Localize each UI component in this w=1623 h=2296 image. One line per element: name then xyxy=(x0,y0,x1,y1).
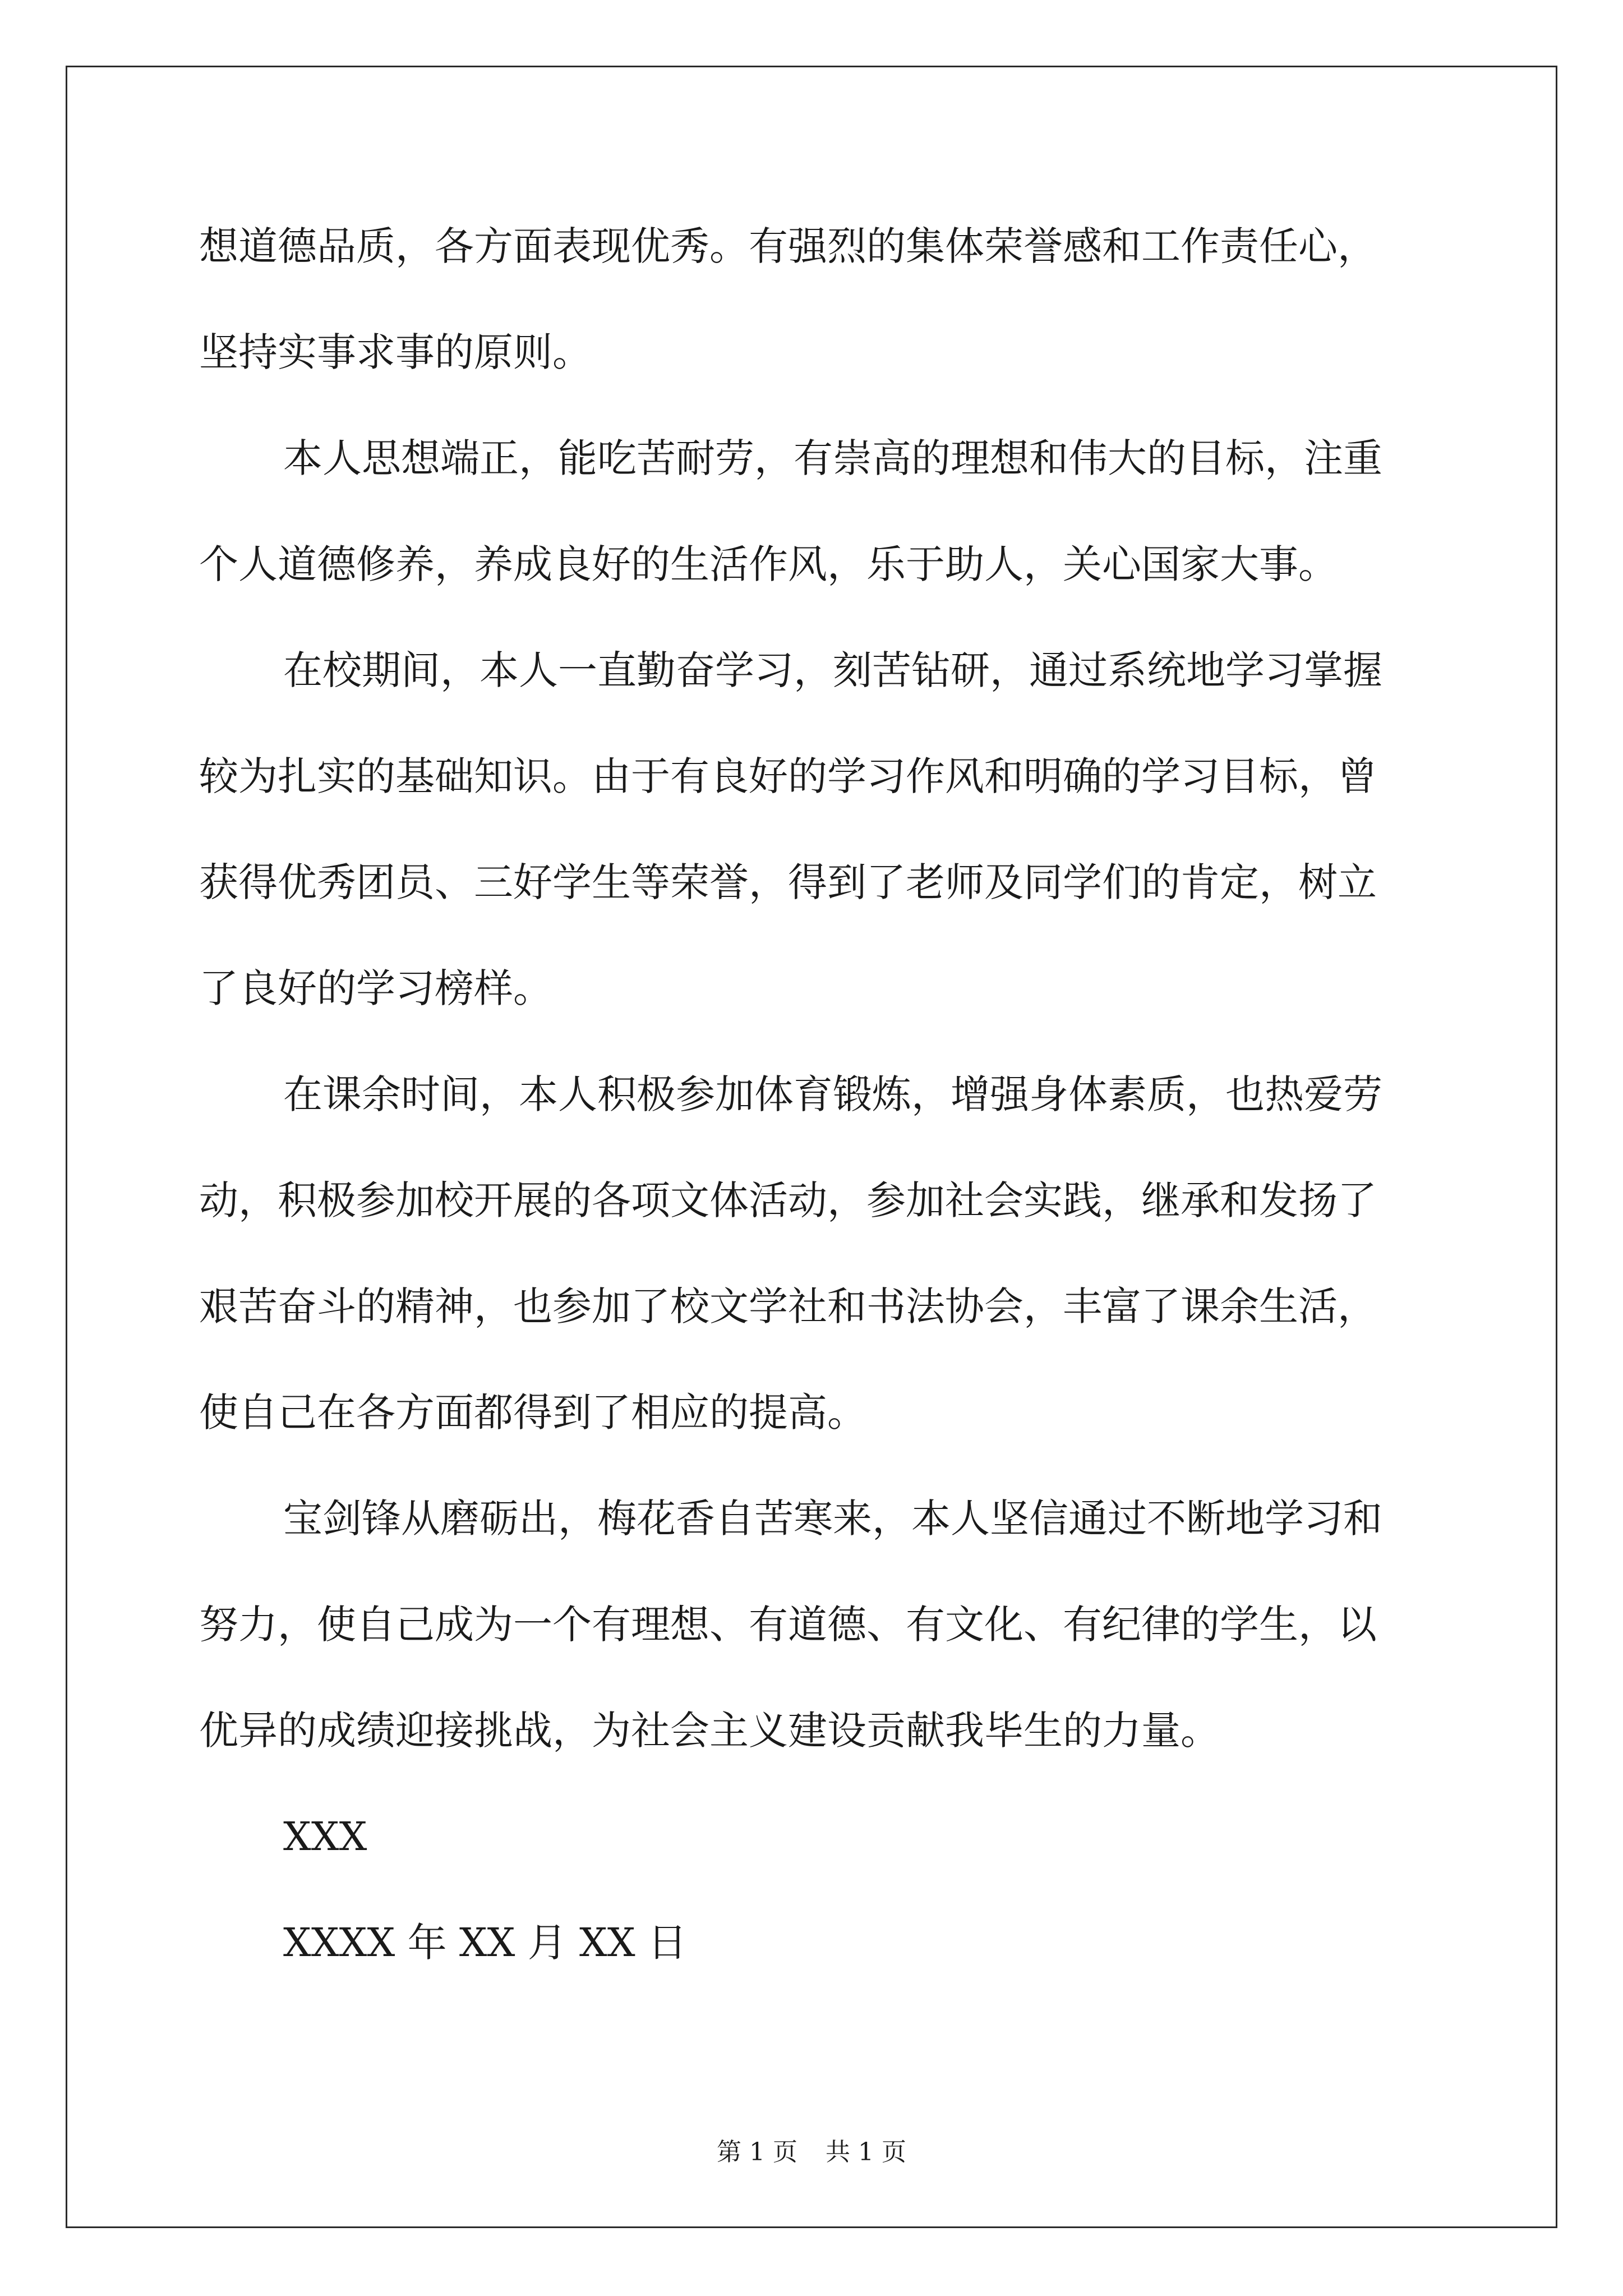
text-line: 宝剑锋从磨砺出，梅花香自苦寒来，本人坚信通过不断地学习和 xyxy=(283,1496,1382,1542)
text-line: 本人思想端正，能吃苦耐劳，有崇高的理想和伟大的目标，注重 xyxy=(283,435,1382,481)
text-line: 较为扎实的基础知识。由于有良好的学习作风和明确的学习目标，曾 xyxy=(199,753,1377,799)
text-line: 在校期间，本人一直勤奋学习，刻苦钻研，通过系统地学习掌握 xyxy=(283,647,1382,693)
page-footer xyxy=(0,2132,1623,2168)
document-body xyxy=(199,194,1433,1996)
text-line: 想道德品质，各方面表现优秀。有强烈的集体荣誉感和工作责任心， xyxy=(199,223,1377,269)
text-line: 在课余时间，本人积极参加体育锻炼，增强身体素质，也热爱劳 xyxy=(283,1071,1382,1117)
text-line: 获得优秀团员、三好学生等荣誉，得到了老师及同学们的肯定，树立 xyxy=(199,859,1377,905)
text-line: 个人道德修养，养成良好的生活作风，乐于助人，关心国家大事。 xyxy=(199,541,1338,587)
text-line: 了良好的学习榜样。 xyxy=(199,965,552,1011)
page-total: 共 1 页 xyxy=(826,2138,906,2166)
signature-name: XXX xyxy=(283,1814,367,1860)
text-line: 使自己在各方面都得到了相应的提高。 xyxy=(199,1389,866,1435)
text-line: 艰苦奋斗的精神，也参加了校文学社和书法协会，丰富了课余生活， xyxy=(199,1283,1377,1329)
text-line: 优异的成绩迎接挑战，为社会主义建设贡献我毕生的力量。 xyxy=(199,1708,1220,1754)
signature-date: XXXX 年 XX 月 XX 日 xyxy=(283,1920,687,1966)
page-number: 第 1 页 xyxy=(717,2138,797,2166)
text-line: 努力，使自己成为一个有理想、有道德、有文化、有纪律的学生，以 xyxy=(199,1602,1377,1648)
text-line: 坚持实事求事的原则。 xyxy=(199,329,592,375)
text-line: 动，积极参加校开展的各项文体活动，参加社会实践，继承和发扬了 xyxy=(199,1177,1377,1223)
